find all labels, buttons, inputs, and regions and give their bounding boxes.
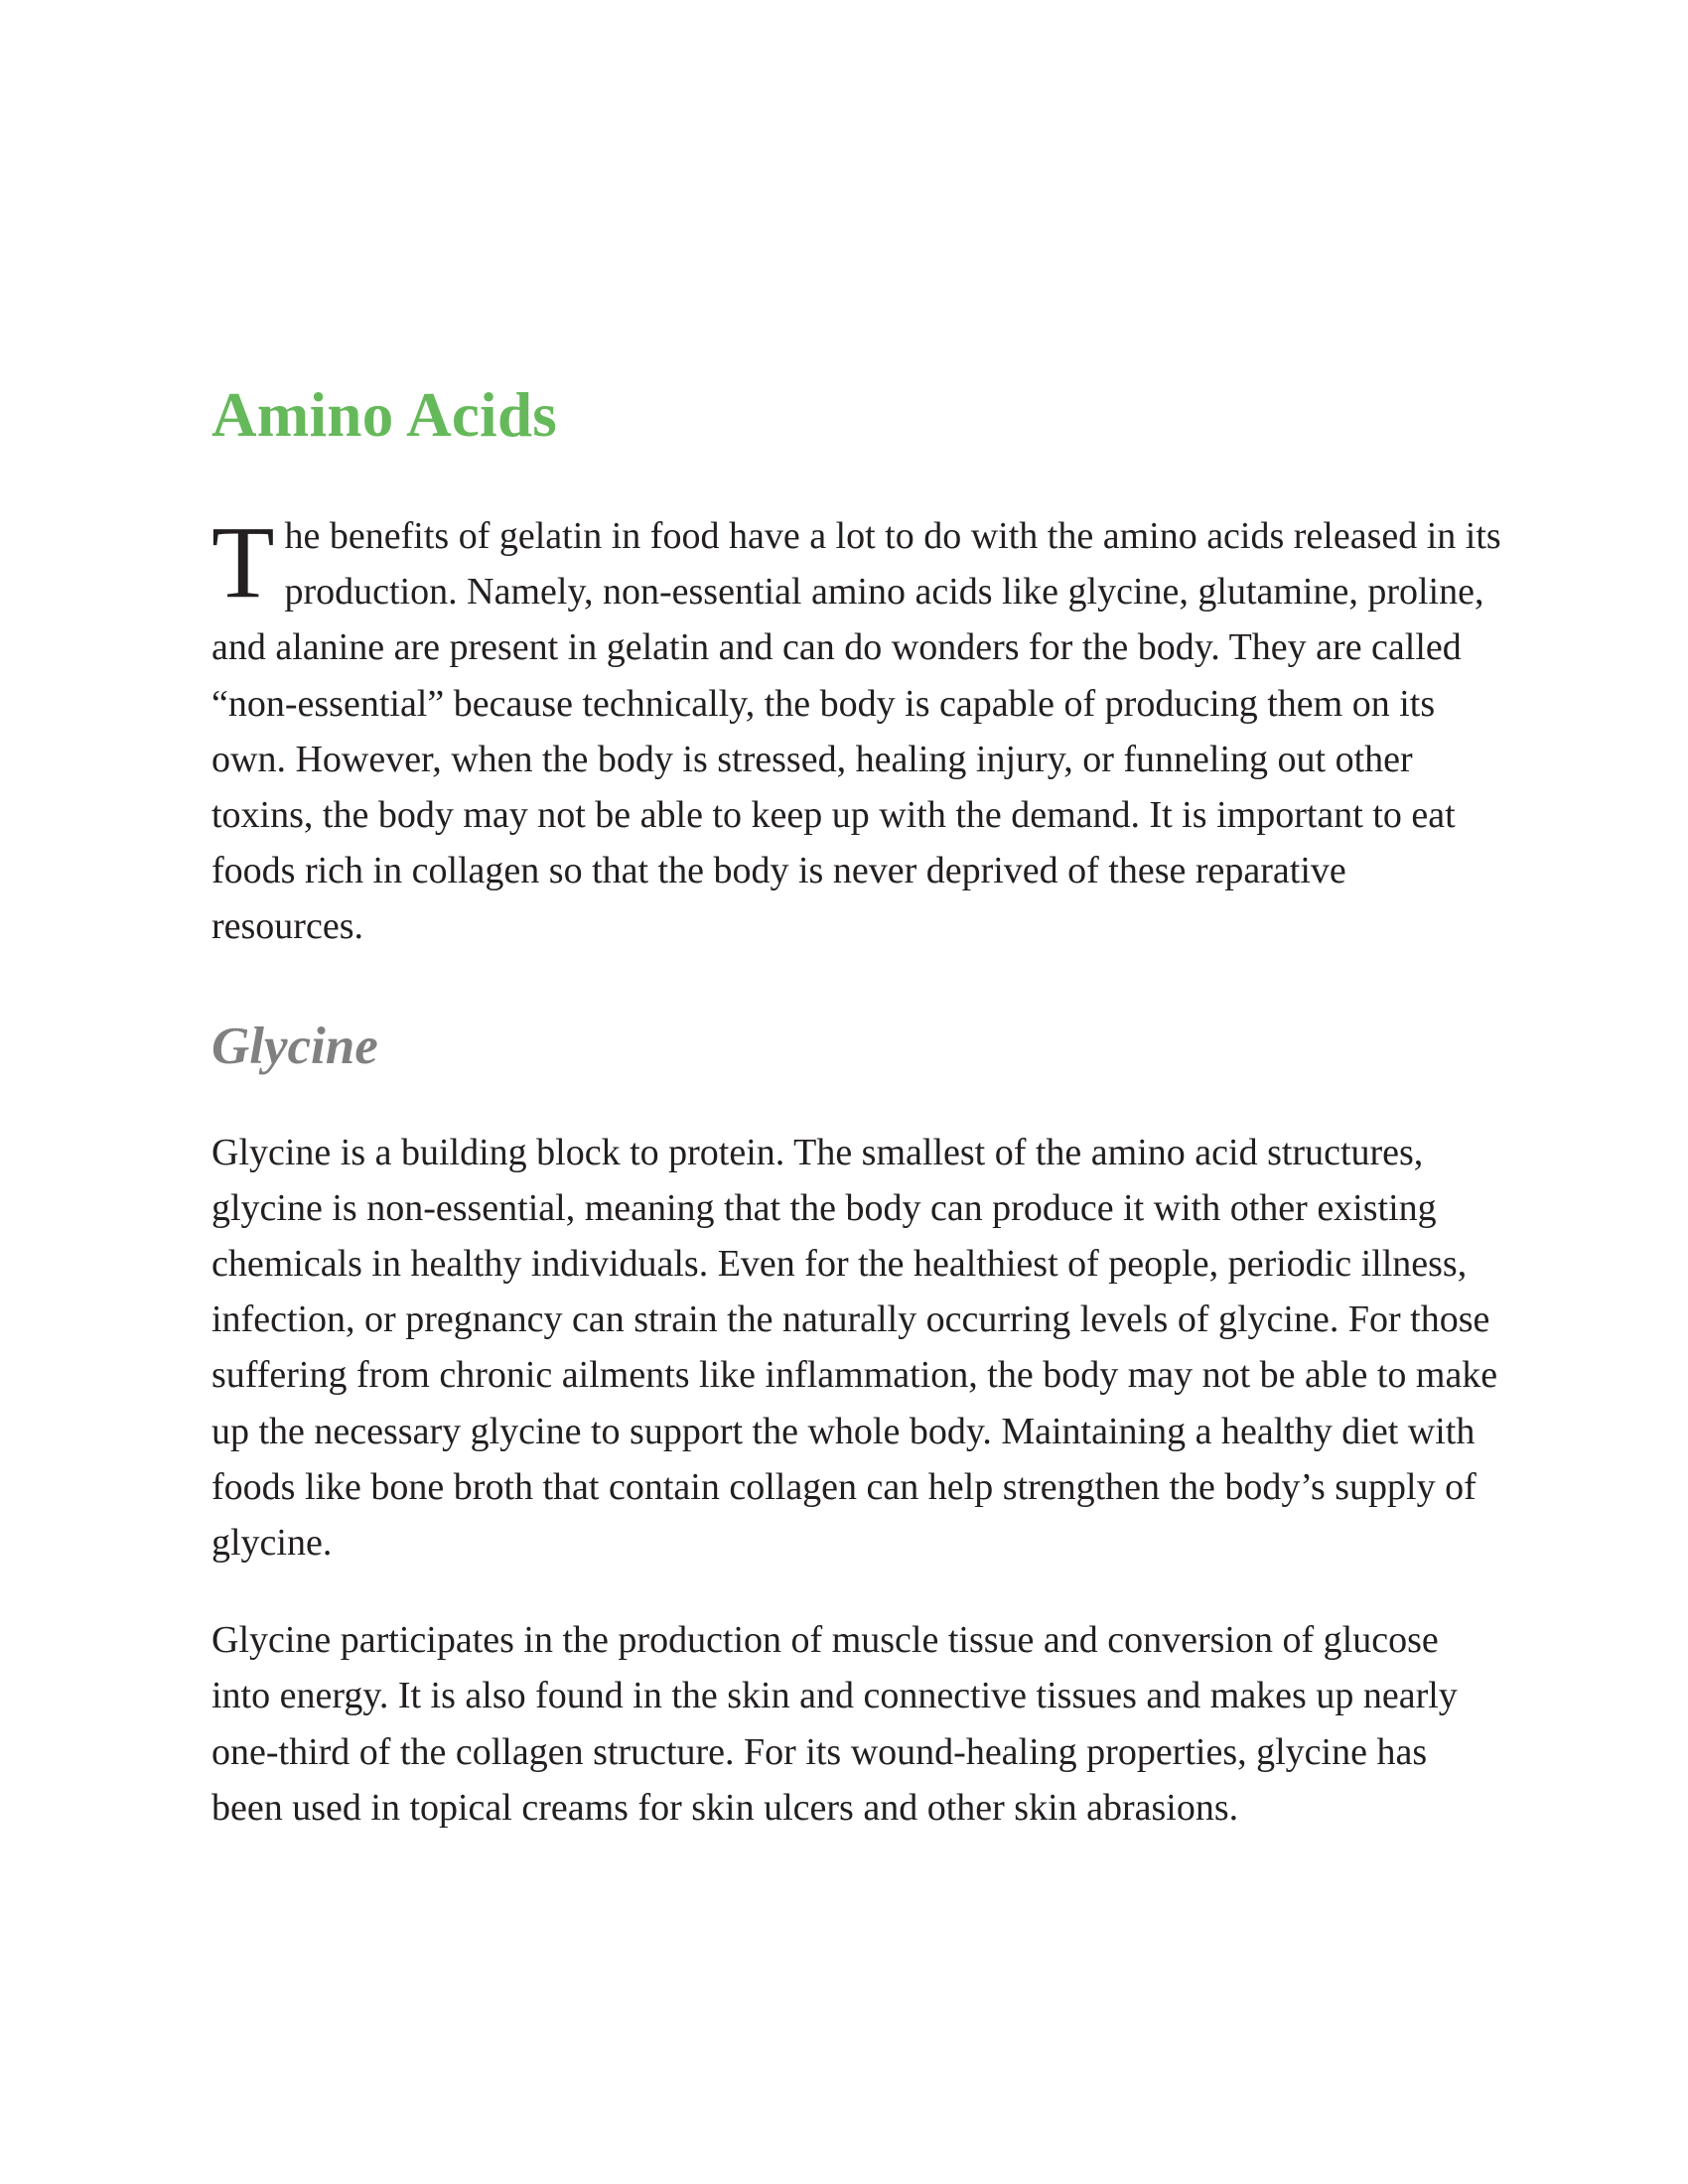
- document-page: [211, 377, 1502, 1836]
- intro-paragraph: [211, 505, 1502, 955]
- drop-cap: T: [211, 505, 275, 619]
- glycine-paragraph-1: Glycine is a building block to protein. The smallest of the amino acid structures, glycine is non-essential, meaning that the body can produce it with other existing chemicals in healthy individuals. Even for the healthiest of people, periodic illness, infection, or pregnancy can strain the naturally occurring levels of glycine. For those suffering from chronic ailments like inflammation, the body may not be able to make up the necessary glycine to support the whole body. Maintaining a healthy diet with foods like bone broth that contain collagen can help strengthen the body’s supply of glycine.: [211, 1131, 1498, 1565]
- glycine-heading: Glycine: [211, 1017, 378, 1075]
- intro-text: he benefits of gelatin in food have a lot to do with the amino acids released in its production. Namely, non-essential amino acids like glycine, glutamine, proline, and alanine are present in gelatin and can do wonders for the body. They are called “non-essential” because technically, the body is capable of producing them on its own. However, when the body is stressed, healing injury, or funneling out other toxins, the body may not be able to keep up with the demand. It is important to eat foods rich in collagen so that the body is never deprived of these reparative resources.: [211, 515, 1501, 948]
- glycine-paragraph-2: Glycine participates in the production of muscle tissue and conversion of glucose into energy. It is also found in the skin and connective tissues and makes up nearly one-third of the collagen structure. For its wound-healing properties, glycine has been used in topical creams for skin ulcers and other skin abrasions.: [211, 1619, 1458, 1829]
- section-title: Amino Acids: [211, 380, 558, 450]
